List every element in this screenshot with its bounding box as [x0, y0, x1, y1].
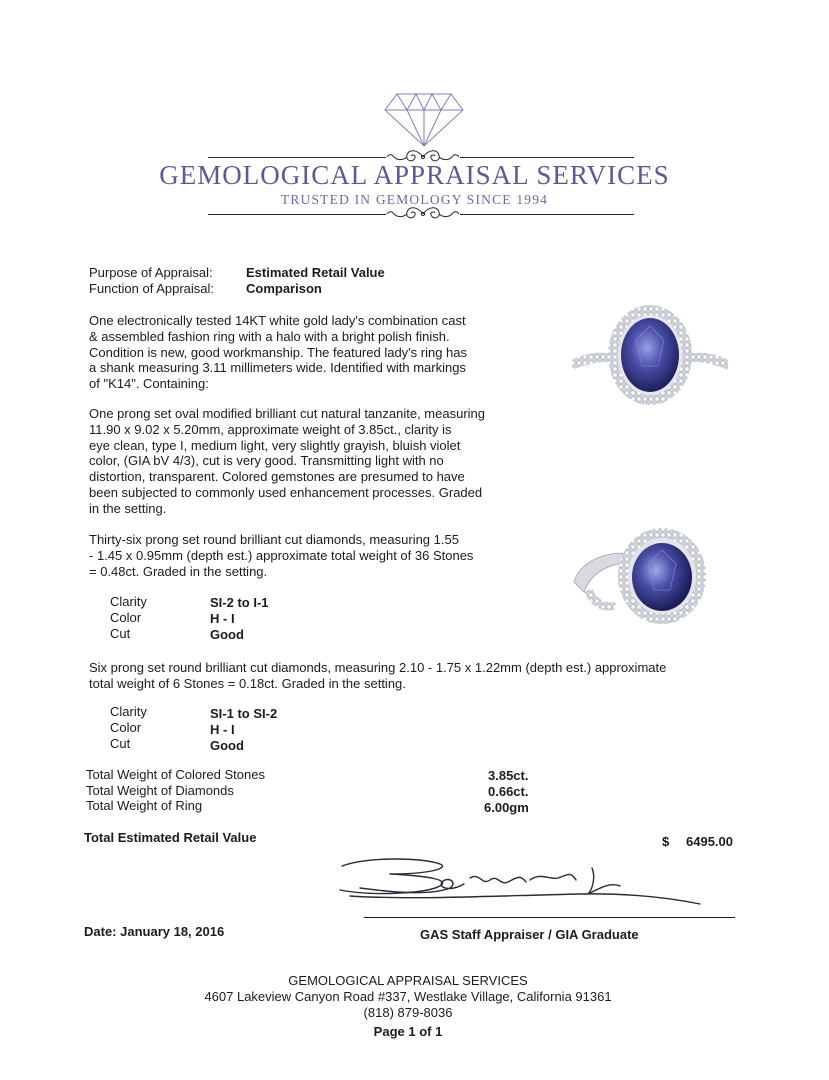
scroll-flourish-icon-bottom: [386, 205, 460, 223]
header-rule-bottom-right: [460, 214, 634, 215]
retail-currency: $: [662, 834, 670, 849]
diamonds36-description: [89, 532, 473, 579]
ring-description: [89, 313, 467, 392]
retail-value-label: Total Estimated Retail Value: [84, 830, 257, 845]
tanzanite-description-line: in the setting.: [89, 500, 167, 516]
grade-label-color: Color: [110, 610, 142, 625]
diamonds36-description-line: - 1.45 x 0.95mm (depth est.) approximate total weight of 36 Stones: [89, 547, 474, 563]
company-title: GEMOLOGICAL APPRAISAL SERVICES: [159, 160, 670, 190]
header-rule-top-left: [208, 157, 386, 158]
grade-value-cut: Good: [210, 738, 244, 753]
diamond-outline-icon: [383, 92, 465, 148]
total-diamonds-label: Total Weight of Diamonds: [86, 783, 234, 798]
header-rule-bottom-left: [208, 214, 386, 215]
diamonds6-description-line: total weight of 6 Stones = 0.18ct. Graded in the setting.: [89, 675, 406, 691]
total-ring-weight-label: Total Weight of Ring: [86, 798, 203, 813]
diamonds36-description-line: Thirty-six prong set round brilliant cut diamonds, measuring 1.55: [89, 532, 459, 547]
grade-value-clarity: SI-2 to I-1: [210, 595, 269, 610]
diamonds36-description-line: = 0.48ct. Graded in the setting.: [89, 563, 268, 579]
diamonds6-description: [89, 660, 666, 692]
ring-description-line: One electronically tested 14KT white gold lady's combination cast: [89, 313, 466, 328]
tanzanite-description-line: One prong set oval modified brilliant cut natural tanzanite, measuring: [89, 406, 485, 421]
appraiser-signature: [330, 852, 740, 924]
grade-value-color: H - I: [210, 611, 235, 626]
tanzanite-description-line: eye clean, type I, medium light, very slightly grayish, bluish violet: [89, 437, 461, 453]
grade-label-clarity: Clarity: [110, 704, 147, 719]
tanzanite-description-line: distortion, transparent. Colored gemstones are presumed to have: [89, 469, 465, 485]
tanzanite-description: [89, 406, 485, 517]
ring-description-line: Condition is new, good workmanship. The featured lady's ring has: [89, 344, 468, 360]
footer-phone: (818) 879-8036: [363, 1005, 453, 1020]
total-ring-weight-value: 6.00gm: [484, 800, 529, 815]
ring-description-line: & assembled fashion ring with a halo with a bright polish finish.: [89, 328, 450, 344]
appraisal-date: Date: January 18, 2016: [84, 924, 225, 939]
retail-value: 6495.00: [686, 834, 733, 849]
signature-line: [364, 917, 735, 918]
grade-value-cut: Good: [210, 627, 244, 642]
total-colored-stones-value: 3.85ct.: [488, 768, 529, 783]
grade-value-color: H - I: [210, 722, 235, 737]
ring-description-line: of "K14". Containing:: [89, 376, 209, 392]
tanzanite-description-line: 11.90 x 9.02 x 5.20mm, approximate weight of 3.85ct., clarity is: [89, 421, 452, 437]
grade-value-clarity: SI-1 to SI-2: [210, 706, 278, 721]
function-value: Comparison: [246, 281, 322, 296]
ring-description-line: a shank measuring 3.11 millimeters wide. Identified with markings: [89, 360, 466, 376]
company-tagline: TRUSTED IN GEMOLOGY SINCE 1994: [280, 192, 549, 207]
signature-title: GAS Staff Appraiser / GIA Graduate: [420, 927, 639, 942]
page-number: Page 1 of 1: [373, 1024, 443, 1039]
total-diamonds-value: 0.66ct.: [488, 784, 529, 799]
function-label: Function of Appraisal:: [89, 281, 215, 296]
purpose-value: Estimated Retail Value: [246, 265, 385, 280]
tanzanite-description-line: been subjected to commonly used enhancement processes. Graded: [89, 484, 483, 500]
ring-photo-top: [570, 300, 730, 410]
header-rule-top-right: [460, 157, 634, 158]
grade-label-color: Color: [110, 720, 142, 735]
grade-label-cut: Cut: [110, 736, 131, 751]
tanzanite-description-line: color, (GIA bV 4/3), cut is very good. Transmitting light with no: [89, 453, 444, 469]
grade-label-cut: Cut: [110, 626, 131, 641]
grade-label-clarity: Clarity: [110, 594, 147, 609]
purpose-label: Purpose of Appraisal:: [89, 265, 213, 280]
footer-company: GEMOLOGICAL APPRAISAL SERVICES: [288, 973, 528, 988]
footer-address: 4607 Lakeview Canyon Road #337, Westlake Village, California 91361: [204, 989, 612, 1004]
total-colored-stones-label: Total Weight of Colored Stones: [86, 767, 265, 782]
diamonds6-description-line: Six prong set round brilliant cut diamonds, measuring 2.10 - 1.75 x 1.22mm (depth est.) approximate: [89, 660, 667, 675]
ring-photo-bottom: [570, 520, 730, 630]
